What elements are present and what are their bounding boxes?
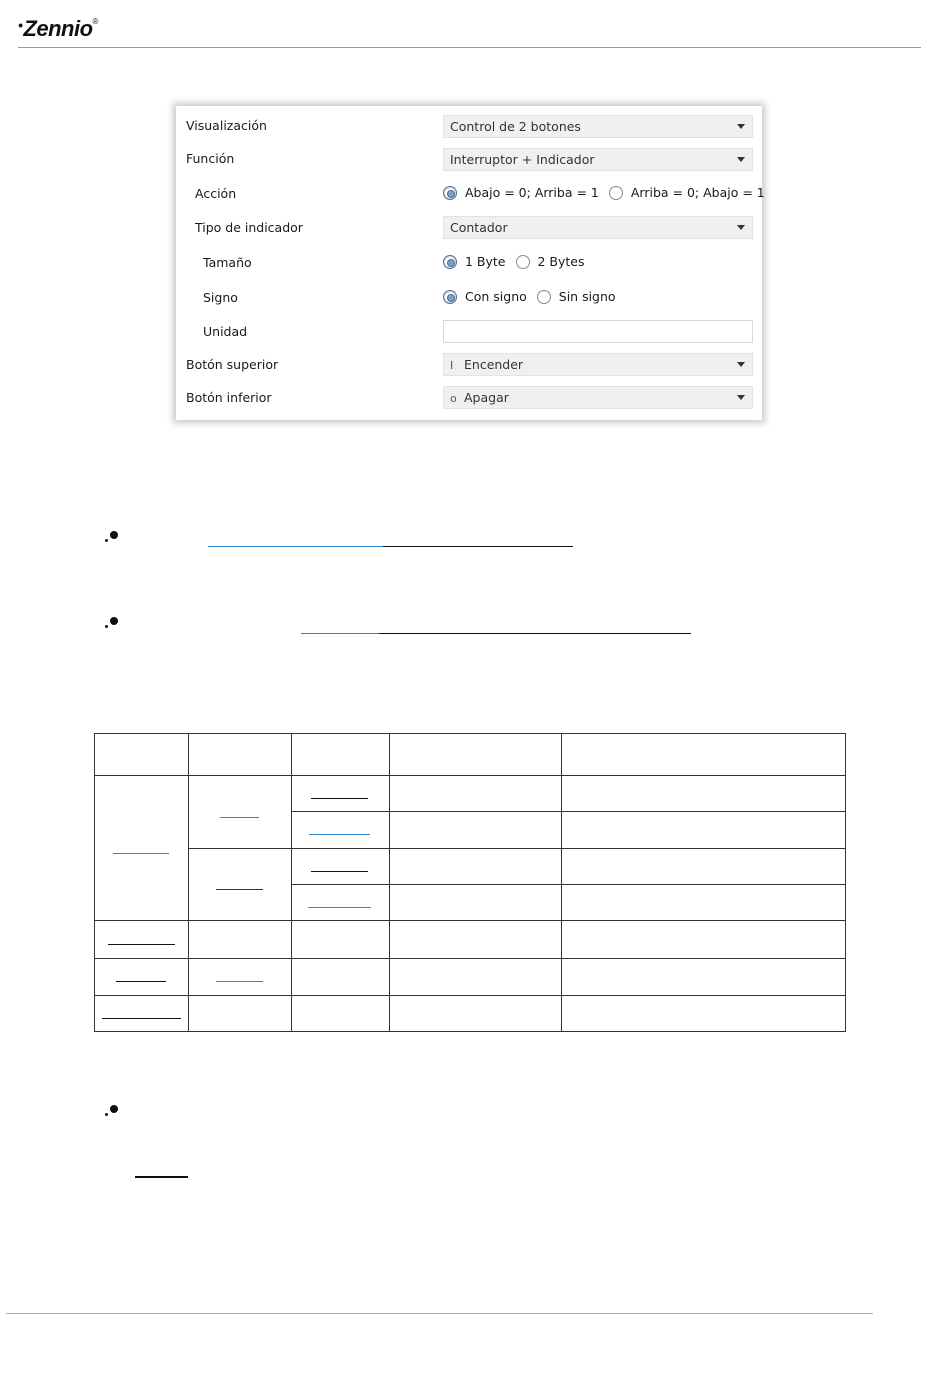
- text-underline: [383, 546, 573, 547]
- header-divider: [18, 47, 921, 48]
- unidad-label: Unidad: [203, 324, 248, 339]
- table-cell-link[interactable]: [216, 981, 263, 982]
- table-cell-link[interactable]: [220, 817, 259, 818]
- tamano-radio-option-2[interactable]: [516, 255, 530, 269]
- zennio-logo: •Zennio®: [18, 16, 98, 41]
- data-table: [94, 733, 846, 1032]
- table-cell-link[interactable]: [309, 834, 370, 835]
- table-cell-link[interactable]: [113, 853, 169, 854]
- signo-label: Signo: [203, 290, 238, 305]
- signo-radio-group: Con signo Sin signo: [443, 289, 616, 304]
- tipo-indicador-label: Tipo de indicador: [195, 220, 303, 235]
- boton-superior-label: Botón superior: [186, 357, 279, 372]
- boton-inferior-label: Botón inferior: [186, 390, 272, 405]
- parameter-panel: [176, 106, 765, 420]
- power-on-icon: I: [450, 359, 454, 372]
- accion-radio-option-1[interactable]: [443, 186, 457, 200]
- signo-radio-option-2[interactable]: [537, 290, 551, 304]
- tamano-radio-option-1[interactable]: [443, 255, 457, 269]
- unidad-input[interactable]: [443, 320, 753, 343]
- visualizacion-label: Visualización: [186, 118, 267, 133]
- accion-radio-option-2[interactable]: [609, 186, 623, 200]
- table-cell-underline: [216, 889, 263, 890]
- tamano-radio-group: 1 Byte 2 Bytes: [443, 254, 585, 269]
- chevron-down-icon: [737, 395, 745, 400]
- funcion-label: Función: [186, 151, 235, 166]
- accion-label: Acción: [195, 186, 237, 201]
- bullet-icon: [105, 1105, 119, 1119]
- table-cell-underline: [311, 798, 368, 799]
- visualizacion-dropdown[interactable]: Control de 2 botones: [443, 115, 753, 138]
- table-cell-underline: [108, 944, 175, 945]
- boton-superior-dropdown[interactable]: I Encender: [443, 353, 753, 376]
- tamano-label: Tamaño: [203, 255, 252, 270]
- funcion-dropdown[interactable]: Interruptor + Indicador: [443, 148, 753, 171]
- bullet-icon: [105, 531, 119, 545]
- link-underline[interactable]: [208, 546, 383, 547]
- table-cell-underline: [308, 907, 371, 908]
- accion-radio-group: Abajo = 0; Arriba = 1 Arriba = 0; Abajo = 1: [443, 185, 765, 200]
- power-off-icon: o: [450, 392, 457, 405]
- table-cell-underline: [311, 871, 368, 872]
- table-cell-underline: [116, 981, 166, 982]
- chevron-down-icon: [737, 362, 745, 367]
- bullet-icon: [105, 617, 119, 631]
- footer-divider: [6, 1313, 873, 1314]
- text-underline: [379, 633, 691, 634]
- chevron-down-icon: [737, 124, 745, 129]
- table-cell-underline: [102, 1018, 181, 1019]
- chevron-down-icon: [737, 157, 745, 162]
- text-underline: [135, 1176, 188, 1178]
- tipo-indicador-dropdown[interactable]: Contador: [443, 216, 753, 239]
- boton-inferior-dropdown[interactable]: o Apagar: [443, 386, 753, 409]
- signo-radio-option-1[interactable]: [443, 290, 457, 304]
- link-underline[interactable]: [301, 633, 379, 634]
- chevron-down-icon: [737, 225, 745, 230]
